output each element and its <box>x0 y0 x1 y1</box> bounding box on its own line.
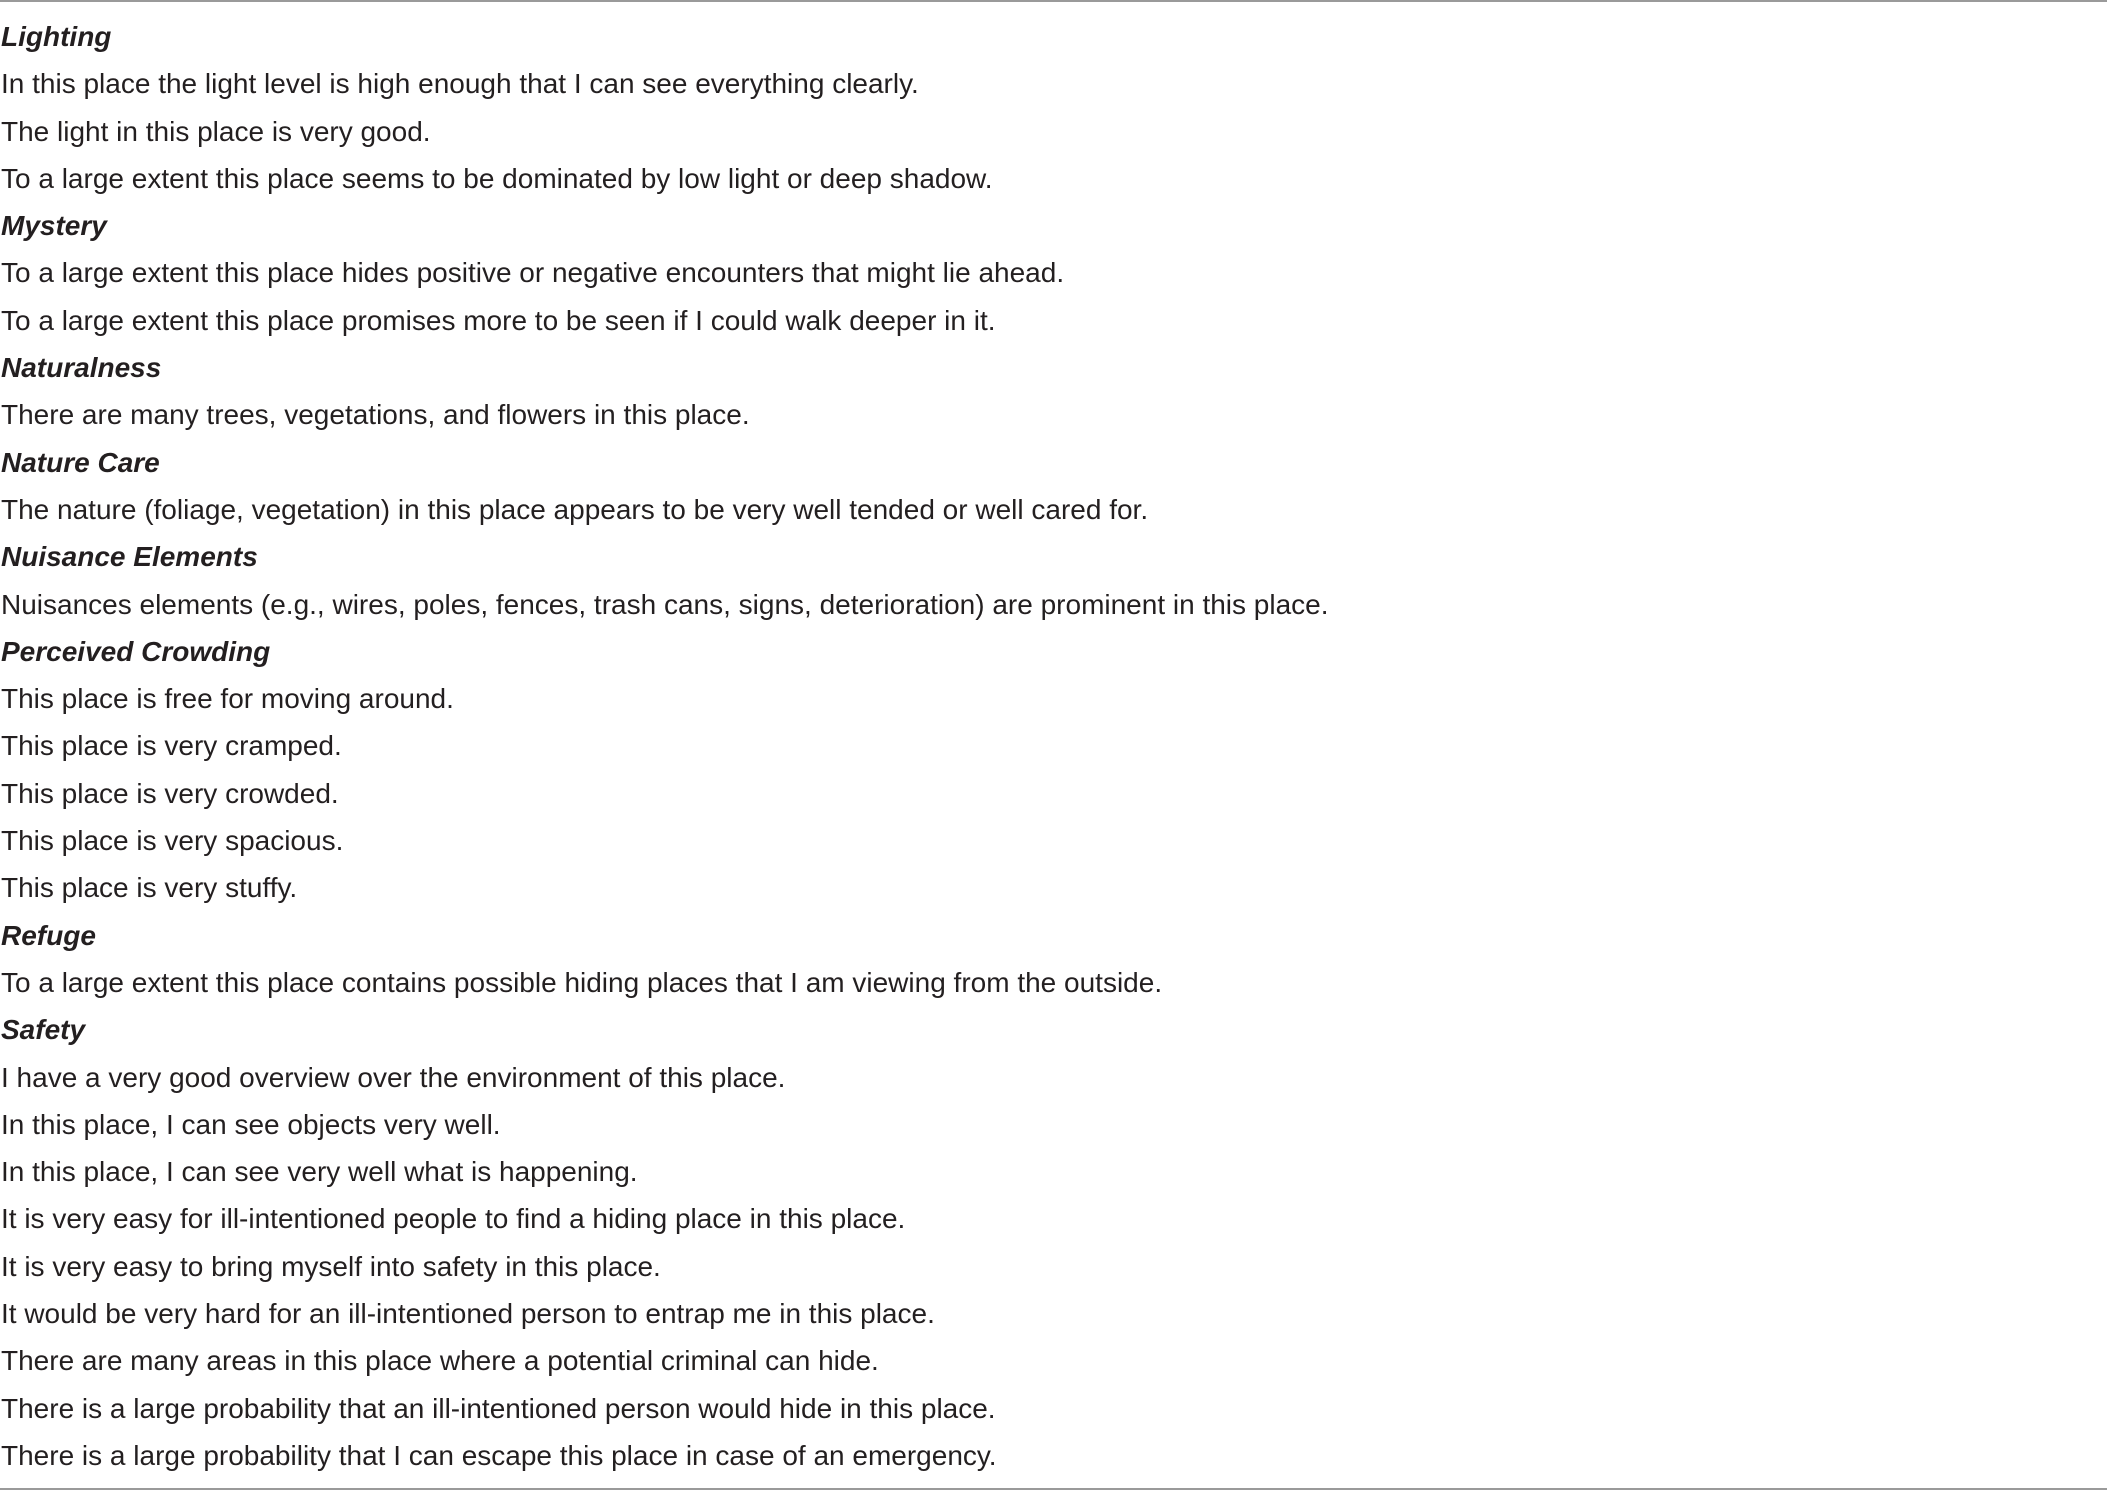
table-body <box>0 13 2107 1479</box>
item-statement: In this place the light level is high enough that I can see everything clearly. <box>1 68 919 100</box>
item-statement: Nuisances elements (e.g., wires, poles, fences, trash cans, signs, deterioration) are prominent in this place. <box>1 588 1329 620</box>
item-statement: The nature (foliage, vegetation) in this place appears to be very well tended or well cared for. <box>1 493 1149 525</box>
item-statement: There are many trees, vegetations, and flowers in this place. <box>1 399 750 431</box>
category-heading: Safety <box>1 1014 86 1046</box>
item-statement: It is very easy to bring myself into safety in this place. <box>1 1250 661 1282</box>
item-statement: This place is very stuffy. <box>1 872 298 904</box>
item-statement: It would be very hard for an ill-intentioned person to entrap me in this place. <box>1 1298 935 1330</box>
item-statement: This place is very crowded. <box>1 777 339 809</box>
category-heading: Lighting <box>1 21 112 52</box>
item-statement: In this place, I can see very well what is happening. <box>1 1156 638 1188</box>
item-statement: There are many areas in this place where a potential criminal can hide. <box>1 1345 879 1377</box>
category-heading: Mystery <box>1 210 107 242</box>
table-bottom-rule <box>0 1488 2107 1490</box>
item-statement: There is a large probability that I can escape this place in case of an emergency. <box>1 1439 997 1471</box>
item-statement: To a large extent this place promises more to be seen if I could walk deeper in it. <box>1 304 996 336</box>
item-statement: This place is very cramped. <box>1 730 342 762</box>
item-statement: This place is very spacious. <box>1 825 344 857</box>
category-heading: Naturalness <box>1 352 162 384</box>
item-statement: This place is free for moving around. <box>1 683 454 715</box>
item-statement: It is very easy for ill-intentioned people to find a hiding place in this place. <box>1 1203 906 1235</box>
category-heading: Refuge <box>1 919 96 951</box>
item-statement: There is a large probability that an ill-intentioned person would hide in this place. <box>1 1392 996 1424</box>
item-statement: To a large extent this place contains possible hiding places that I am viewing from the outside. <box>1 966 1163 998</box>
item-statement: To a large extent this place hides positive or negative encounters that might lie ahead. <box>1 257 1065 289</box>
category-heading: Perceived Crowding <box>1 635 271 667</box>
item-statement: The light in this place is very good. <box>1 115 431 147</box>
item-statement: I have a very good overview over the environment of this place. <box>1 1061 786 1093</box>
category-heading: Nuisance Elements <box>1 541 258 573</box>
category-heading: Nature Care <box>1 446 160 478</box>
item-statement: To a large extent this place seems to be dominated by low light or deep shadow. <box>1 162 993 194</box>
table-top-rule <box>0 0 2107 2</box>
item-statement: In this place, I can see objects very well. <box>1 1108 501 1140</box>
